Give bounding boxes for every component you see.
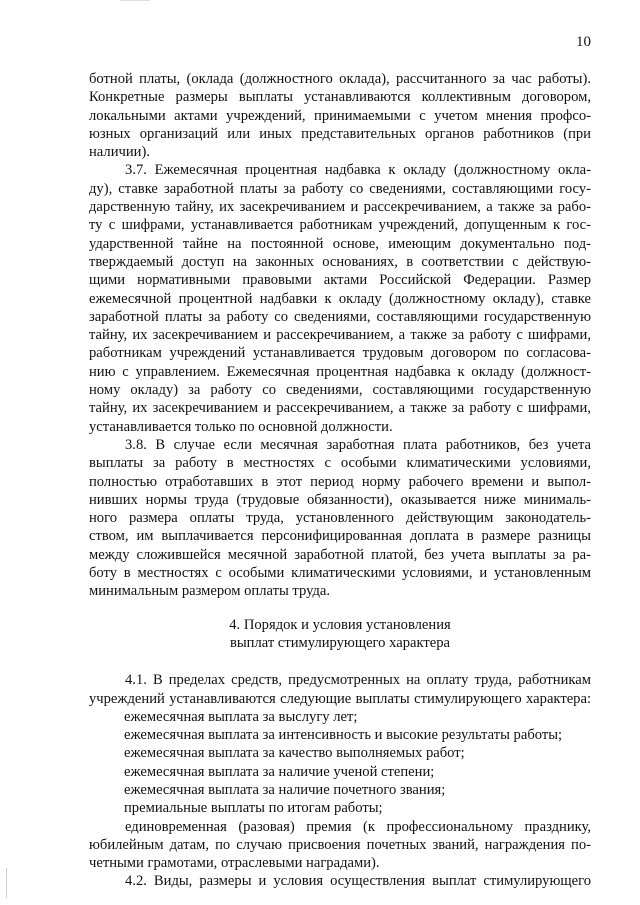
section-heading-line: 4. Порядок и условия установления bbox=[229, 616, 451, 633]
text-line: полностью отработавших в этот период норму рабочего времени и выпол- bbox=[89, 473, 591, 490]
text-line: нию с управлением. Ежемесячная процентная надбавка к окладу (должност- bbox=[89, 363, 591, 380]
text-line: ежемесячной процентной надбавки к окладу (должностному окладу), ставке bbox=[89, 290, 591, 307]
text-line: работникам учреждений устанавливается трудовым договором по согласова- bbox=[89, 345, 591, 362]
text-line: устанавливается только по основной должности. bbox=[89, 418, 393, 435]
text-line: тайну, их засекречиванием и рассекречиванием, а также за работу с шифрами, bbox=[89, 327, 591, 344]
list-item: ежемесячная выплата за наличие почетного звания; bbox=[124, 781, 446, 798]
text-line: щими нормативными правовыми актами Российской Федерации. Размер bbox=[89, 272, 591, 289]
text-line: юзных организаций или иных представительных органов работников (при bbox=[89, 125, 591, 142]
text-line: заработной платы за работу со сведениями, составляющими государственную bbox=[89, 308, 591, 325]
text-line: Конкретные размеры выплаты устанавливаются коллективным договором, bbox=[89, 89, 591, 106]
text-line: юбилейным датам, по случаю присвоения почетных званий, награждения по- bbox=[89, 836, 591, 853]
spacer bbox=[89, 652, 591, 671]
text-line: минимальным размером оплаты труда. bbox=[89, 583, 330, 600]
section-heading-line: выплат стимулирующего характера bbox=[229, 634, 451, 651]
paragraph-3-8-start: 3.8. В случае если месячная заработная плата работников, без учета bbox=[125, 436, 591, 453]
text-line: ду), ставке заработной платы за работу со сведениями, составляющими госу- bbox=[89, 180, 591, 197]
text-line: нивших нормы труда (трудовые обязанности), оказывается ниже минималь- bbox=[89, 491, 591, 508]
text-line: боту в местностях с особыми климатическими условиями, и установленным bbox=[89, 565, 591, 582]
text-line: четными грамотами, отраслевыми наградами). bbox=[89, 855, 380, 872]
list-item: единовременная (разовая) премия (к профессиональному празднику, bbox=[125, 818, 591, 835]
list-item: ежемесячная выплата за интенсивность и высокие результаты работы; bbox=[124, 727, 563, 744]
list-item: ежемесячная выплата за наличие ученой степени; bbox=[124, 763, 435, 780]
text-line: локальными актами учреждений, принимаемыми с учетом мнения профсо- bbox=[89, 107, 591, 124]
text-line: ного размера оплаты труда, установленного действующим законодатель- bbox=[89, 510, 591, 527]
text-line: ботной платы, (оклада (должностного оклада), рассчитанного за час работы). bbox=[89, 71, 591, 87]
text-line: выплаты за работу в местностях с особыми климатическими условиями, bbox=[89, 455, 591, 472]
text-line: тайну, их засекречиванием и рассекречиванием, а также за работу с шифрами, bbox=[89, 400, 591, 417]
text-line: дарственную тайну, их засекречиванием и рассекречиванием, а также за рабо- bbox=[89, 199, 591, 216]
document-body bbox=[89, 70, 591, 891]
text-line: тверждаемый доступ на законных основаниях, в соответствии с действую- bbox=[89, 253, 591, 270]
text-line: ством, им выплачивается персонифицированная доплата в размере разницы bbox=[89, 528, 591, 545]
page-number: 10 bbox=[576, 34, 591, 50]
text-line: учреждений устанавливаются следующие выплаты стимулирующего характера: bbox=[89, 690, 591, 707]
spacer bbox=[89, 601, 591, 616]
text-line: между сложившейся месячной заработной платой, без учета выплаты за ра- bbox=[89, 546, 591, 563]
paragraph-4-1-start: 4.1. В пределах средств, предусмотренных на оплату труда, работникам bbox=[125, 672, 591, 689]
paragraph-4-2-start: 4.2. Виды, размеры и условия осуществления выплат стимулирующего bbox=[125, 873, 591, 890]
list-item: премиальные выплаты по итогам работы; bbox=[124, 800, 383, 817]
text-line: ту с шифрами, устанавливается работникам учреждений, допущенным к гос- bbox=[89, 217, 591, 234]
scan-mark-top bbox=[120, 0, 150, 1]
text-line: ударственной тайне на постоянной основе, имеющим документально под- bbox=[89, 235, 591, 252]
text-line: ному окладу) за работу со сведениями, составляющими государственную bbox=[89, 382, 591, 399]
list-item: ежемесячная выплата за качество выполняемых работ; bbox=[124, 745, 465, 762]
scan-mark-margin bbox=[6, 868, 7, 898]
list-item: ежемесячная выплата за выслугу лет; bbox=[124, 708, 358, 725]
text-line: наличии). bbox=[89, 144, 150, 161]
paragraph-3-7-start: 3.7. Ежемесячная процентная надбавка к окладу (должностному окла- bbox=[125, 162, 591, 179]
